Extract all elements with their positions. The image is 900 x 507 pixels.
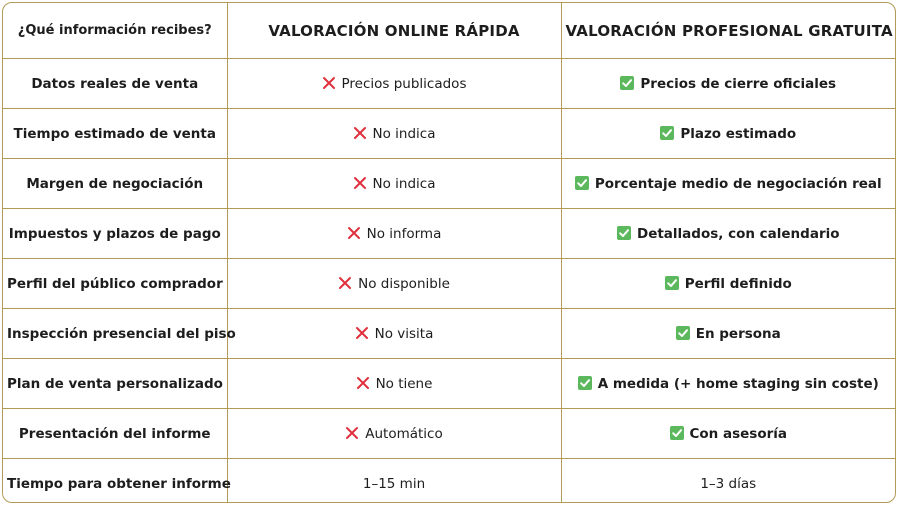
professional-cell	[561, 59, 895, 109]
table-row	[3, 459, 895, 504]
professional-value: Detallados, con calendario	[636, 225, 840, 242]
check-icon	[578, 376, 592, 390]
online-cell	[227, 159, 561, 209]
cross-icon	[355, 326, 369, 340]
cross-icon	[345, 426, 359, 440]
professional-value: Con asesoría	[689, 425, 787, 442]
check-icon	[660, 126, 674, 140]
online-value: 1–15 min	[362, 475, 426, 492]
online-value: No disponible	[358, 275, 450, 292]
professional-cell	[561, 109, 895, 159]
online-value: No tiene	[375, 375, 433, 392]
professional-value: Perfil definido	[684, 275, 792, 292]
online-value: Automático	[365, 425, 443, 442]
professional-value: A medida (+ home staging sin coste)	[597, 375, 879, 392]
row-label: Tiempo para obtener informe	[3, 459, 227, 504]
table-row	[3, 109, 895, 159]
check-icon	[676, 326, 690, 340]
online-value: No indica	[372, 125, 436, 142]
row-label: Datos reales de venta	[3, 59, 227, 109]
check-icon	[670, 426, 684, 440]
online-cell	[227, 409, 561, 459]
online-value: No indica	[372, 175, 436, 192]
cross-icon	[356, 376, 370, 390]
professional-cell	[561, 309, 895, 359]
row-label: Presentación del informe	[3, 409, 227, 459]
check-icon	[665, 276, 679, 290]
professional-value: Porcentaje medio de negociación real	[594, 175, 882, 192]
header-row	[3, 3, 895, 59]
professional-cell	[561, 459, 895, 504]
cross-icon	[322, 76, 336, 90]
table-row	[3, 359, 895, 409]
row-label: Impuestos y plazos de pago	[3, 209, 227, 259]
professional-cell	[561, 409, 895, 459]
professional-cell	[561, 259, 895, 309]
online-value: Precios publicados	[341, 75, 467, 92]
professional-cell	[561, 359, 895, 409]
professional-cell	[561, 159, 895, 209]
online-cell	[227, 109, 561, 159]
table-row	[3, 159, 895, 209]
row-label: Inspección presencial del piso	[3, 309, 227, 359]
online-cell	[227, 309, 561, 359]
row-label: Margen de negociación	[3, 159, 227, 209]
cross-icon	[353, 176, 367, 190]
professional-value: Precios de cierre oficiales	[640, 75, 837, 92]
professional-value: En persona	[695, 325, 781, 342]
check-icon	[620, 76, 634, 90]
online-cell	[227, 209, 561, 259]
online-value: No visita	[374, 325, 434, 342]
table-row	[3, 259, 895, 309]
cross-icon	[338, 276, 352, 290]
header-question: ¿Qué información recibes?	[3, 3, 227, 59]
header-professional-valuation: VALORACIÓN PROFESIONAL GRATUITA	[561, 3, 895, 59]
online-cell	[227, 259, 561, 309]
professional-value: Plazo estimado	[680, 125, 797, 142]
table-row	[3, 409, 895, 459]
cross-icon	[353, 126, 367, 140]
header-online-valuation: VALORACIÓN ONLINE RÁPIDA	[227, 3, 561, 59]
online-cell	[227, 59, 561, 109]
comparison-table	[2, 2, 896, 503]
table-row	[3, 209, 895, 259]
row-label: Tiempo estimado de venta	[3, 109, 227, 159]
check-icon	[575, 176, 589, 190]
check-icon	[617, 226, 631, 240]
online-cell	[227, 359, 561, 409]
professional-value: 1–3 días	[700, 475, 757, 492]
online-cell	[227, 459, 561, 504]
online-value: No informa	[366, 225, 442, 242]
professional-cell	[561, 209, 895, 259]
table-row	[3, 59, 895, 109]
cross-icon	[347, 226, 361, 240]
row-label: Perfil del público comprador	[3, 259, 227, 309]
row-label: Plan de venta personalizado	[3, 359, 227, 409]
comparison-grid	[3, 3, 895, 503]
table-row	[3, 309, 895, 359]
